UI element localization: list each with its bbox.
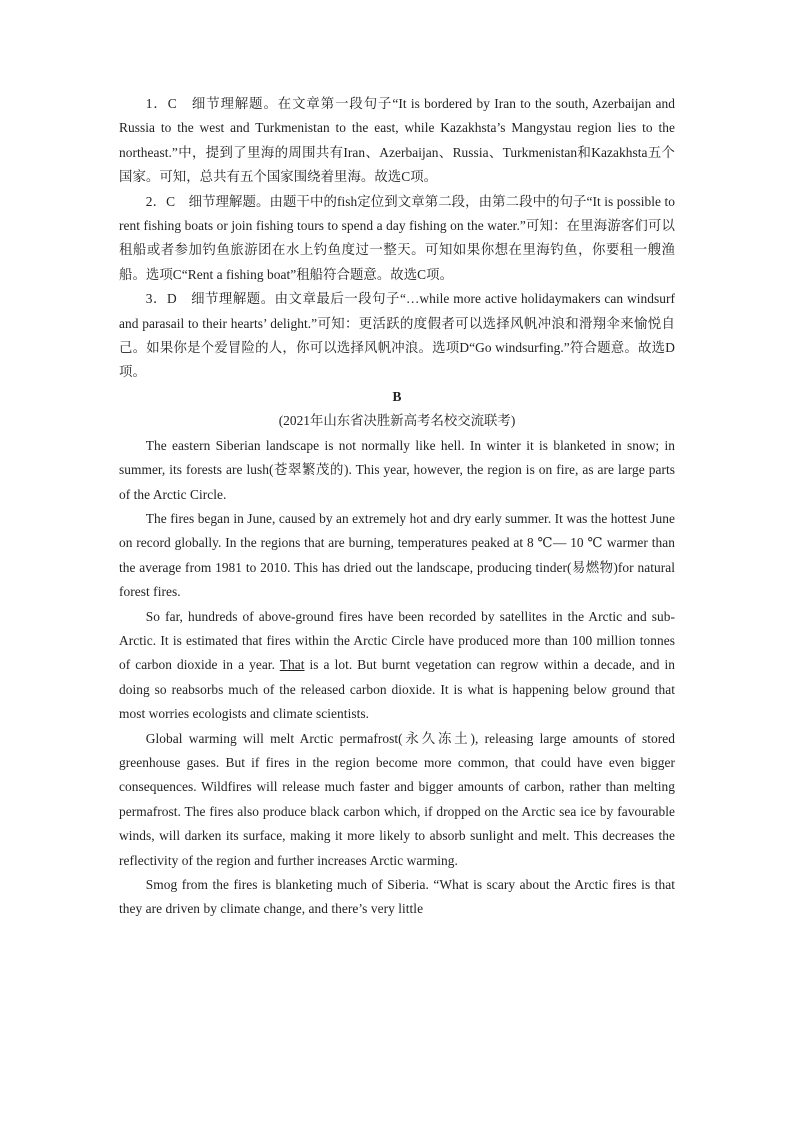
passage-paragraph-1: The eastern Siberian landscape is not normally like hell. In winter it is blanketed in snow; in summer, its forests are lush(苍翠繁茂的). This year, however, the region is on fire, as are large parts of the Arctic Circle. — [119, 437, 675, 502]
answer-1: 1．C 细节理解题。在文章第一段句子“It is bordered by Iran to the south, Azerbaijan and Russia to the west and Turkmenistan to the east, while Kazakhsta’s Mangystau region lies to the northeast.”中，提到了里海的周围共有Iran、Azerbaijan、Russia、Turkmenistan和Kazakhsta五个国家。可知，总共有五个国家围绕着里海。故选C项。 — [119, 96, 675, 185]
paragraph-3-text-end: is a lot. But burnt vegetation can regrow within a decade, and in doing so reabsorbs much of the released carbon dioxide. It is what is happening below ground that most worries ecologists and climate scientists. — [119, 657, 675, 722]
passage-paragraph-3 — [119, 605, 675, 727]
underlined-word: That — [279, 657, 305, 673]
paragraph-3-text-start: So far, hundreds of above-ground fires have been recorded by satellites in the Arctic and sub-Arctic. It is estimated that fires within the Arctic Circle have produced more than 100 million tonnes of carbon dioxide in a year. — [119, 608, 675, 673]
document-page — [119, 92, 675, 922]
section-source: (2021年山东省决胜新高考名校交流联考) — [278, 413, 516, 429]
passage-paragraph-2: The fires began in June, caused by an extremely hot and dry early summer. It was the hottest June on record globally. In the regions that are burning, temperatures peaked at 8 ℃— 10 ℃ warmer than the average from 1981 to 2010. This has dried out the landscape, producing tinder(易燃物)for natural forest fires. — [119, 510, 675, 600]
answer-3: 3．D 细节理解题。由文章最后一段句子“…while more active holidaymakers can windsurf and parasail to their hearts’ delight.”可知：更活跃的度假者可以选择风帆冲浪和滑翔伞来愉悦自己。如果你是个爱冒险的人，你可以选择风帆冲浪。选项D“Go windsurfing.”符合题意。故选D项。 — [119, 291, 675, 380]
answer-2: 2．C 细节理解题。由题干中的fish定位到文章第二段，由第二段中的句子“It is possible to rent fishing boats or join fishing tours to spend a day fishing on the water.”可知：在里海游客们可以租船或者参加钓鱼旅游团在水上钓鱼度过一整天。可知如果你想在里海钓鱼，你要租一艘渔船。选项C“Rent a fishing boat”租船符合题意。故选C项。 — [119, 193, 675, 282]
passage-paragraph-4: Global warming will melt Arctic permafrost(永久冻土), releasing large amounts of stored greenhouse gases. But if fires in the region become more common, that could have even bigger consequences. Wildfires will release much faster and bigger amounts of carbon, rather than melting permafrost. The fires also produce black carbon which, if dropped on the Arctic sea ice by favourable winds, will darken its surface, making it more likely to absorb sunlight and melt. This decreases the reflectivity of the region and further increases Arctic warming. — [119, 730, 675, 868]
passage-paragraph-5: Smog from the fires is blanketing much of Siberia. “What is scary about the Arctic fires is that they are driven by climate change, and there’s very little — [119, 877, 675, 917]
section-heading: B — [392, 388, 402, 404]
